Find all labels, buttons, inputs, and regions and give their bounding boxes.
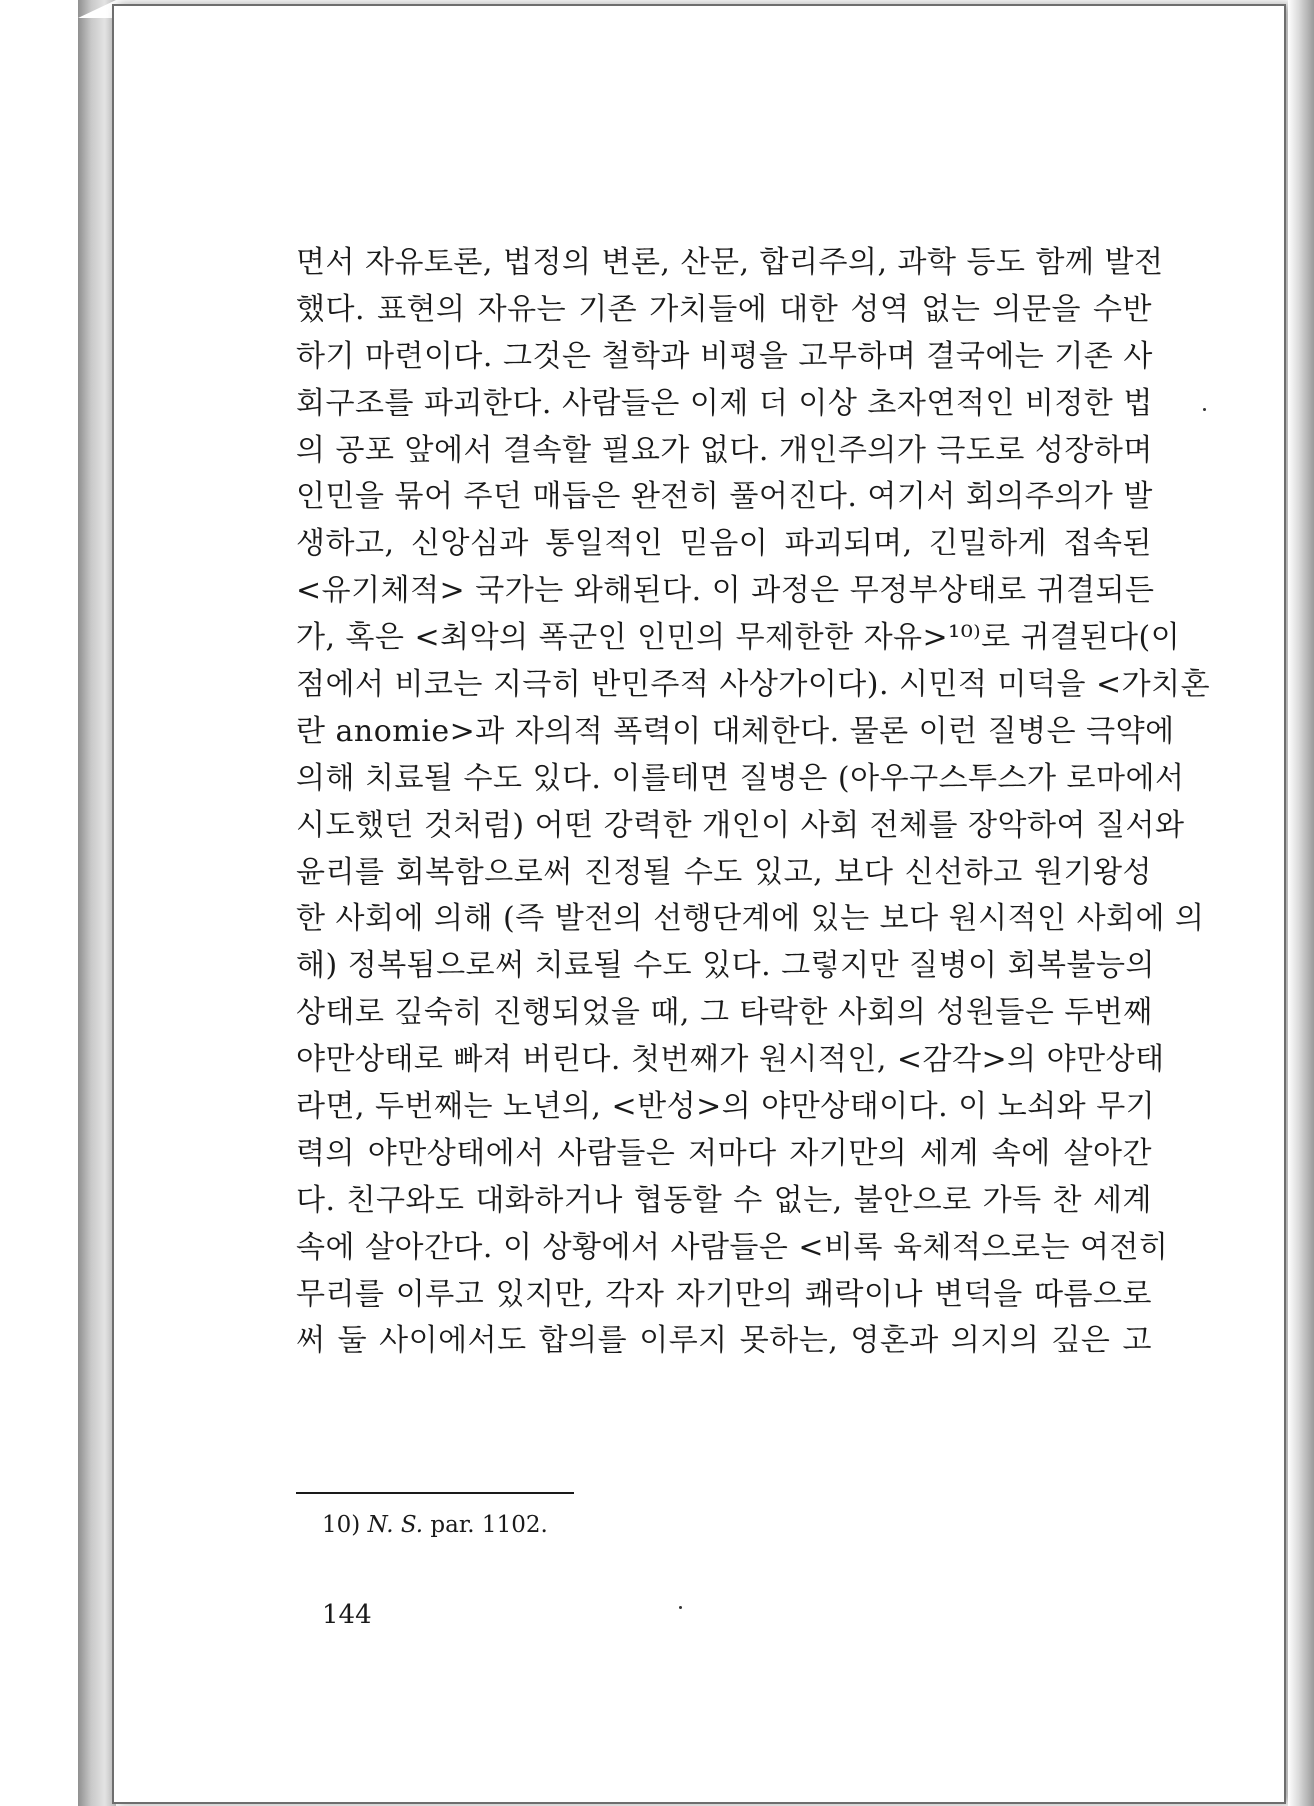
- text-line: 점에서 비코는 지극히 반민주적 사상가이다). 시민적 미덕을 <가치혼: [296, 667, 1211, 703]
- text-line: 인민을 묶어 주던 매듭은 완전히 풀어진다. 여기서 회의주의가 발: [296, 479, 1153, 515]
- text-line: 했다. 표현의 자유는 기존 가치들에 대한 성역 없는 의문을 수반: [296, 291, 1152, 327]
- text-line: 란 anomie>과 자의적 폭력이 대체한다. 물론 이런 질병은 극약에: [296, 713, 1175, 749]
- page-number: 144: [322, 1600, 372, 1630]
- page-edge-shadow: [1288, 0, 1314, 1806]
- scan-speck: [679, 1606, 682, 1609]
- body-text: [296, 240, 1211, 1365]
- text-line: 써 둘 사이에서도 합의를 이루지 못하는, 영혼과 의지의 깊은 고: [296, 1323, 1152, 1359]
- book-spine-corner: [78, 0, 116, 18]
- text-line: 하기 마련이다. 그것은 철학과 비평을 고무하며 결국에는 기존 사: [296, 338, 1153, 374]
- text-line: 속에 살아간다. 이 상황에서 사람들은 <비록 육체적으로는 여전히: [296, 1229, 1169, 1265]
- footnote-divider: [296, 1492, 574, 1494]
- text-line: 회구조를 파괴한다. 사람들은 이제 더 이상 초자연적인 비정한 법: [296, 385, 1153, 421]
- footnote: [322, 1510, 548, 1540]
- footnote-source: N. S.: [367, 1512, 424, 1538]
- text-line: 야만상태로 빠져 버린다. 첫번째가 원시적인, <감각>의 야만상태: [296, 1042, 1165, 1078]
- text-line: 의 공포 앞에서 결속할 필요가 없다. 개인주의가 극도로 성장하며: [296, 432, 1153, 468]
- footnote-reference: par. 1102.: [430, 1512, 548, 1538]
- text-line: 의해 치료될 수도 있다. 이를테면 질병은 (아우구스투스가 로마에서: [296, 760, 1185, 796]
- text-line: 생하고, 신앙심과 통일적인 믿음이 파괴되며, 긴밀하게 접속된: [296, 526, 1152, 562]
- text-line: <유기체적> 국가는 와해된다. 이 과정은 무정부상태로 귀결되든: [296, 573, 1155, 609]
- text-line: 시도했던 것처럼) 어떤 강력한 개인이 사회 전체를 장악하여 질서와: [296, 807, 1185, 843]
- text-line: 다. 친구와도 대화하거나 협동할 수 없는, 불안으로 가득 찬 세계: [296, 1182, 1152, 1218]
- text-line: 가, 혹은 <최악의 폭군인 인민의 무제한한 자유>¹⁰⁾로 귀결된다(이: [296, 620, 1181, 656]
- scan-speck: [1203, 408, 1206, 411]
- text-line: 상태로 깊숙히 진행되었을 때, 그 타락한 사회의 성원들은 두번째: [296, 995, 1153, 1031]
- text-line: 해) 정복됨으로써 치료될 수도 있다. 그렇지만 질병이 회복불능의: [296, 948, 1155, 984]
- text-line: 라면, 두번째는 노년의, <반성>의 야만상태이다. 이 노쇠와 무기: [296, 1089, 1156, 1125]
- text-line: 력의 야만상태에서 사람들은 저마다 자기만의 세계 속에 살아간: [296, 1135, 1152, 1171]
- text-line: 윤리를 회복함으로써 진정될 수도 있고, 보다 신선하고 원기왕성: [296, 854, 1152, 890]
- text-line: 무리를 이루고 있지만, 각자 자기만의 쾌락이나 변덕을 따름으로: [296, 1276, 1152, 1312]
- text-line: 면서 자유토론, 법정의 변론, 산문, 합리주의, 과학 등도 함께 발전: [296, 245, 1164, 280]
- footnote-number: 10): [322, 1512, 361, 1538]
- text-line: 한 사회에 의해 (즉 발전의 선행단계에 있는 보다 원시적인 사회에 의: [296, 901, 1205, 937]
- book-spine: [78, 0, 116, 1806]
